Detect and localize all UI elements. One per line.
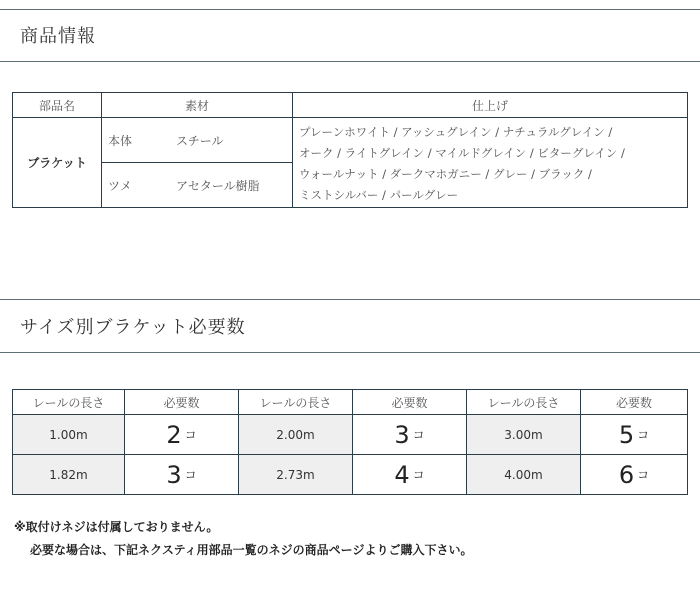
qty-number: 3	[166, 460, 182, 489]
product-info-title: 商品情報	[20, 26, 96, 47]
required-qty-cell	[353, 415, 467, 455]
required-qty-cell	[125, 415, 239, 455]
header-rail-length: レールの長さ	[13, 390, 125, 415]
qty-number: 2	[166, 420, 182, 449]
top-divider	[0, 9, 700, 10]
material-label: 本体	[108, 133, 133, 148]
finish-line: ウォールナット / ダークマホガニー / グレー / ブラック /	[299, 167, 592, 181]
header-required-qty: 必要数	[353, 390, 467, 415]
part-name: ブラケット	[13, 118, 102, 208]
rail-length-cell: 4.00m	[467, 455, 581, 495]
material-claw	[102, 163, 293, 208]
qty-unit: コ	[637, 428, 650, 442]
material-body	[102, 118, 293, 163]
product-info-table	[12, 92, 688, 208]
size-section-title: サイズ別ブラケット必要数	[20, 317, 246, 338]
size-header-row	[13, 390, 688, 415]
size-row	[13, 455, 688, 495]
finish-line: ミストシルバー / パールグレー	[299, 188, 459, 202]
size-row	[13, 415, 688, 455]
qty-unit: コ	[412, 468, 425, 482]
finish-list	[293, 118, 688, 208]
header-required-qty: 必要数	[125, 390, 239, 415]
required-qty-cell	[581, 415, 688, 455]
qty-number: 4	[394, 460, 410, 489]
size-table	[12, 389, 688, 495]
required-qty-cell	[125, 455, 239, 495]
header-finish: 仕上げ	[293, 93, 688, 118]
product-info-header-row	[13, 93, 688, 118]
size-section-divider-bottom	[0, 352, 700, 353]
qty-number: 5	[618, 420, 635, 449]
rail-length-cell: 2.00m	[239, 415, 353, 455]
header-rail-length: レールの長さ	[467, 390, 581, 415]
qty-unit: コ	[184, 468, 197, 482]
header-rail-length: レールの長さ	[239, 390, 353, 415]
finish-line: プレーンホワイト / アッシュグレイン / ナチュラルグレイン /	[299, 125, 613, 139]
finish-line: オーク / ライトグレイン / マイルドグレイン / ビターグレイン /	[299, 146, 625, 160]
note-no-screws: ※取付けネジは付属しておりません。	[14, 520, 219, 534]
note-purchase-info: 必要な場合は、下記ネクスティ用部品一覧のネジの商品ページよりご購入下さい。	[30, 543, 473, 557]
rail-length-cell: 2.73m	[239, 455, 353, 495]
required-qty-cell	[353, 455, 467, 495]
header-required-qty: 必要数	[581, 390, 688, 415]
required-qty-cell	[581, 455, 688, 495]
qty-unit: コ	[637, 468, 650, 482]
product-info-row	[13, 118, 688, 163]
rail-length-cell: 3.00m	[467, 415, 581, 455]
header-material: 素材	[102, 93, 293, 118]
qty-unit: コ	[412, 428, 425, 442]
qty-number: 6	[618, 460, 635, 489]
qty-unit: コ	[184, 428, 197, 442]
size-section-divider-top	[0, 299, 700, 300]
material-value: アセタール樹脂	[176, 178, 260, 193]
rail-length-cell: 1.82m	[13, 455, 125, 495]
product-info-divider	[0, 61, 700, 62]
material-label: ツメ	[108, 178, 132, 193]
material-value: スチール	[176, 133, 224, 148]
rail-length-cell: 1.00m	[13, 415, 125, 455]
qty-number: 3	[394, 420, 410, 449]
header-part-name: 部品名	[13, 93, 102, 118]
